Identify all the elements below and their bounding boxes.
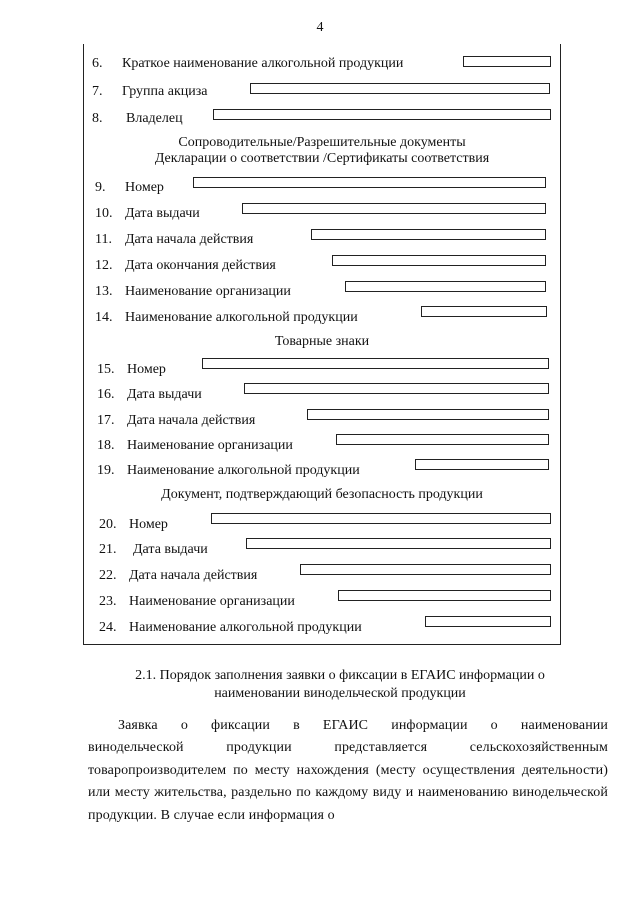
form-row-18 xyxy=(97,438,293,454)
section-paragraph-continued xyxy=(88,737,608,827)
row-number: 16. xyxy=(97,387,115,402)
row-label: Группа акциза xyxy=(122,84,208,99)
row-label: Дата окончания действия xyxy=(125,258,276,273)
form-row-12 xyxy=(95,258,276,274)
form-row-17 xyxy=(97,413,255,429)
row-number: 15. xyxy=(97,362,115,377)
form-row-16 xyxy=(97,387,202,403)
row-label: Наименование организации xyxy=(127,438,293,453)
row-label: Номер xyxy=(125,180,164,195)
row-number: 23. xyxy=(99,594,117,609)
form-row-19 xyxy=(97,463,360,479)
form-row-8 xyxy=(92,111,183,127)
row-label: Наименование организации xyxy=(129,594,295,609)
field-cert-product-name[interactable] xyxy=(421,306,547,317)
heading-declarations: Декларации о соответствии /Сертификаты соответствия xyxy=(154,151,490,166)
row-number: 17. xyxy=(97,413,115,428)
field-short-name[interactable] xyxy=(463,56,551,67)
field-owner[interactable] xyxy=(213,109,551,120)
paragraph-body: винодельческой продукции представляется сельскохозяйственным товаропроизводителем по месту нахождения (месту осуществления деятельности) или месту жительства, раздельно по каждому виду и наименованию винодельческой продукции. В случае если информация о xyxy=(88,740,608,823)
field-cert-number[interactable] xyxy=(193,177,546,188)
field-cert-organization[interactable] xyxy=(345,281,546,292)
row-number: 20. xyxy=(99,517,117,532)
form-row-22 xyxy=(99,568,257,584)
form-row-13 xyxy=(95,284,291,300)
form-row-10 xyxy=(95,206,200,222)
row-number: 6. xyxy=(92,56,103,71)
form-row-24 xyxy=(99,620,362,636)
field-trademark-number[interactable] xyxy=(202,358,549,369)
row-label: Дата начала действия xyxy=(127,413,256,428)
form-row-14 xyxy=(95,310,358,326)
field-trademark-product-name[interactable] xyxy=(415,459,549,470)
field-safety-start-date[interactable] xyxy=(300,564,551,575)
row-number: 12. xyxy=(95,258,113,273)
page-number: 4 xyxy=(316,20,324,35)
row-label: Наименование алкогольной продукции xyxy=(129,620,362,635)
form-row-21 xyxy=(99,542,208,558)
row-label: Краткое наименование алкогольной продукции xyxy=(122,56,404,71)
field-trademark-start-date[interactable] xyxy=(307,409,549,420)
row-number: 11. xyxy=(95,232,112,247)
form-row-15 xyxy=(97,362,166,378)
heading-safety-document: Документ, подтверждающий безопасность продукции xyxy=(161,487,483,502)
row-number: 18. xyxy=(97,438,115,453)
field-cert-start-date[interactable] xyxy=(311,229,546,240)
field-safety-issue-date[interactable] xyxy=(246,538,551,549)
row-label: Дата выдачи xyxy=(127,387,202,402)
form-row-11 xyxy=(95,232,253,248)
field-safety-organization[interactable] xyxy=(338,590,551,601)
form-row-23 xyxy=(99,594,295,610)
field-safety-product-name[interactable] xyxy=(425,616,551,627)
row-number: 24. xyxy=(99,620,117,635)
row-number: 14. xyxy=(95,310,113,325)
row-label: Номер xyxy=(129,517,168,532)
form-row-9 xyxy=(95,180,164,196)
row-label: Номер xyxy=(127,362,166,377)
row-label: Дата выдачи xyxy=(133,542,208,557)
row-number: 7. xyxy=(92,84,103,99)
form-row-6 xyxy=(92,56,403,72)
form-row-7 xyxy=(92,84,207,100)
row-number: 21. xyxy=(99,542,117,557)
row-label: Владелец xyxy=(126,111,183,126)
row-number: 9. xyxy=(95,180,106,195)
row-label: Дата начала действия xyxy=(125,232,254,247)
heading-trademarks: Товарные знаки xyxy=(274,334,370,349)
row-number: 19. xyxy=(97,463,115,478)
field-safety-number[interactable] xyxy=(211,513,551,524)
field-trademark-issue-date[interactable] xyxy=(244,383,549,394)
field-excise-group[interactable] xyxy=(250,83,550,94)
paragraph-first-line: Заявка о фиксации в ЕГАИС информации о наименовании xyxy=(118,718,608,733)
row-label: Дата выдачи xyxy=(125,206,200,221)
field-cert-end-date[interactable] xyxy=(332,255,546,266)
row-label: Наименование алкогольной продукции xyxy=(125,310,358,325)
row-number: 22. xyxy=(99,568,117,583)
row-label: Наименование алкогольной продукции xyxy=(127,463,360,478)
row-label: Дата начала действия xyxy=(129,568,258,583)
form-row-20 xyxy=(99,517,168,533)
row-label: Наименование организации xyxy=(125,284,291,299)
row-number: 13. xyxy=(95,284,113,299)
field-cert-issue-date[interactable] xyxy=(242,203,546,214)
section-paragraph xyxy=(88,715,608,738)
field-trademark-organization[interactable] xyxy=(336,434,549,445)
section-title-line1: 2.1. Порядок заполнения заявки о фиксации в ЕГАИС информации о xyxy=(135,668,545,683)
section-title-line2: наименовании винодельческой продукции xyxy=(214,686,466,701)
row-number: 10. xyxy=(95,206,113,221)
row-number: 8. xyxy=(92,111,103,126)
heading-documents: Сопроводительные/Разрешительные документы xyxy=(178,135,466,150)
